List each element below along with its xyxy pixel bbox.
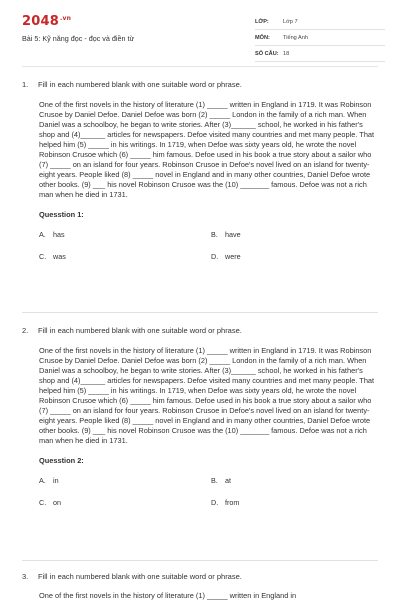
page-header <box>0 0 400 68</box>
question-label: Quesstion 1: <box>39 210 84 220</box>
lesson-title: Bài 5: Kỹ năng đọc - đọc và điền từ <box>22 34 135 43</box>
question-divider <box>22 560 378 561</box>
question-instruction: Fill in each numbered blank with one suitable word or phrase. <box>38 572 242 581</box>
answer-options <box>39 473 375 509</box>
meta-question-count: SỐ CÂU: 18 <box>255 46 385 62</box>
option-b[interactable]: B. have <box>211 229 241 239</box>
reading-passage: One of the first novels in the history of literature (1) _____ written in England in 1719. It was Robinson Crusoe by Daniel Defoe. Daniel Defoe was born (2) _____ London in the family of a rich man. When Daniel was a schoolboy, he began to write stories. After (3)______ school, he worked in his father's shop and (4)______ articles for newspapers. Defoe visited many countries and met many people. That helped him (5) _____ in his writings. In 1719, when Defoe was sixty years old, he wrote the novel Robinson Crusoe which (6) _____ him famous. Defoe used in his book a true story about a sailor who (7) _____ on an island for four years. Robinson Crusoe in Defoe's novel lived on an island for twenty-eight years. People liked (8) _____ novel in England and in many other countries, Daniel Defoe wrote other books. (9) ___ his novel Robinson Crusoe was the (10) _______ famous. Defoe was not a rich man when he died in 1731. <box>39 100 375 200</box>
question-heading <box>22 326 378 335</box>
question-block-3 <box>22 572 378 600</box>
option-a[interactable]: A. in <box>39 475 59 485</box>
meta-class: LỚP: Lớp 7 <box>255 14 385 30</box>
question-heading <box>22 80 378 89</box>
question-instruction: Fill in each numbered blank with one suitable word or phrase. <box>38 80 242 89</box>
option-d[interactable]: D. from <box>211 497 240 507</box>
header-divider <box>22 66 378 67</box>
question-label: Quesstion 2: <box>39 456 84 466</box>
question-block-2 <box>22 326 378 509</box>
question-number: 3. <box>22 572 29 581</box>
option-a[interactable]: A. has <box>39 229 65 239</box>
question-number: 2. <box>22 326 29 335</box>
option-b[interactable]: B. at <box>211 475 231 485</box>
answer-options <box>39 227 375 263</box>
lesson-meta <box>255 14 385 62</box>
reading-passage: One of the first novels in the history of literature (1) _____ written in England in <box>39 591 297 600</box>
option-c[interactable]: C. on <box>39 497 61 507</box>
reading-passage: One of the first novels in the history of literature (1) _____ written in England in 1719. It was Robinson Crusoe by Daniel Defoe. Daniel Defoe was born (2) _____ London in the family of a rich man. When Daniel was a schoolboy, he began to write stories. After (3)______ school, he worked in his father's shop and (4)______ articles for newspapers. Defoe visited many countries and met many people. That helped him (5) _____ in his writings. In 1719, when Defoe was sixty years old, he wrote the novel Robinson Crusoe which (6) _____ him famous. Defoe used in his book a true story about a sailor who (7) _____ on an island for four years. Robinson Crusoe in Defoe's novel lived on an island for twenty-eight years. People liked (8) _____ novel in England and in many other countries, Daniel Defoe wrote other books. (9) ___ his novel Robinson Crusoe was the (10) _______ famous. Defoe was not a rich man when he died in 1731. <box>39 346 375 446</box>
question-number: 1. <box>22 80 29 89</box>
question-instruction: Fill in each numbered blank with one suitable word or phrase. <box>38 326 242 335</box>
option-d[interactable]: D. were <box>211 251 241 261</box>
question-block-1 <box>22 80 378 263</box>
question-divider <box>22 312 378 313</box>
site-logo[interactable]: $2048^{.vn}$ <box>22 14 72 29</box>
question-heading <box>22 572 378 581</box>
meta-subject: MÔN: Tiếng Anh <box>255 30 385 46</box>
option-c[interactable]: C. was <box>39 251 66 261</box>
